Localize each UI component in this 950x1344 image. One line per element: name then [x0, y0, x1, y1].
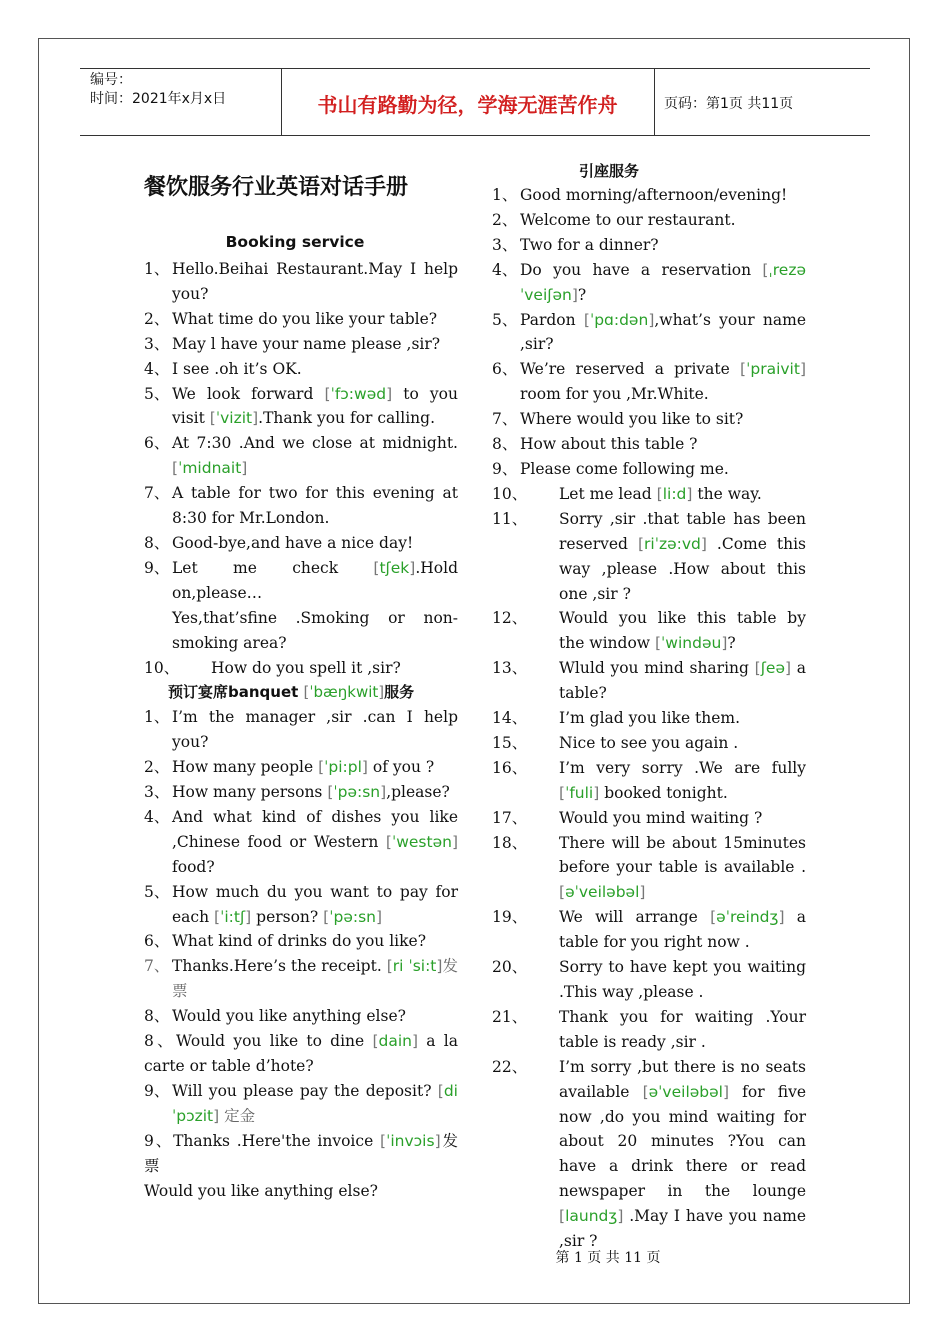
list-item: [492, 905, 806, 955]
phonetic-transcription: [əˈreindʒ]: [710, 908, 785, 927]
list-item: [144, 257, 458, 307]
item-text: Let me check [tʃek].Hold on,please…: [172, 558, 458, 602]
phonetic-transcription: [ˈwindəu]: [654, 634, 728, 653]
item-text: I’m sorry ,but there is no seats available [əˈveiləbəl] for five now ,do you mind waiting for about 20 minutes ?You can have a drink there or read newspaper in the lounge [laundʒ] .May I have you name ,sir ?: [559, 1057, 806, 1251]
header-page-number: 页码：第1页 共11页: [664, 96, 794, 112]
item-number: 1、: [144, 260, 170, 278]
item-text: There will be about 15minutes before your table is available . [əˈveiləbəl]: [559, 833, 806, 902]
item-number: 7、: [492, 410, 518, 429]
phonetic-transcription: [ˈpə:sn]: [323, 907, 383, 926]
list-item: [492, 183, 806, 208]
header-motto: 书山有路勤为径，学海无涯苦作舟: [317, 93, 618, 117]
item-number: 7、: [144, 957, 170, 976]
item-text: I’m very sorry .We are fully [ˈfuli] booked tonight.: [559, 758, 806, 802]
phonetic-transcription: [laundʒ]: [559, 1207, 624, 1226]
list-item: [492, 432, 806, 457]
item-text: Pardon [ˈpɑ:dən],what’s your name ,sir?: [520, 310, 806, 354]
list-item: [492, 831, 806, 906]
item-text: How about this table ?: [520, 435, 698, 454]
list-item: [144, 431, 458, 481]
item-text: Sorry to have kept you waiting .This way ,please .: [559, 958, 806, 1001]
left-column: [144, 257, 458, 1203]
list-item: [492, 208, 806, 233]
item-text: Nice to see you again .: [559, 733, 739, 752]
item-number: 3、: [144, 783, 170, 802]
item-text: Thank you for waiting .Your table is ready ,sir .: [559, 1007, 806, 1051]
item-text: Good morning/afternoon/evening!: [520, 186, 788, 204]
item-number: 4、: [492, 260, 518, 279]
list-item: [144, 880, 458, 930]
item-number: 8、: [492, 435, 518, 454]
phonetic-transcription: [əˈveiləbəl]: [642, 1082, 730, 1101]
item-text: How many people [ˈpi:pl] of you ?: [172, 758, 435, 777]
list-item: [492, 1005, 806, 1055]
item-number: 8、: [144, 1007, 170, 1026]
item-number: 5、: [144, 384, 170, 403]
item-number: 5、: [144, 882, 170, 901]
item-number: 6、: [144, 932, 170, 951]
list-item: [144, 382, 458, 432]
item-number: 9、: [144, 558, 170, 577]
list-item: [144, 556, 458, 606]
list-item: [492, 656, 806, 706]
list-item: [492, 606, 806, 656]
item-number: 5、: [492, 310, 518, 329]
right-column: [492, 183, 806, 1254]
list-item: [492, 1055, 806, 1254]
phonetic-transcription: [ˈwestən]: [385, 832, 458, 851]
list-item: [144, 357, 458, 382]
item-number: 1、: [492, 186, 518, 204]
list-item: [144, 1004, 458, 1029]
list-item: [144, 755, 458, 780]
item-text: What kind of drinks do you like?: [172, 932, 427, 951]
item-number: 12、: [492, 609, 528, 628]
phonetic-transcription: [ˈpraivit]: [740, 360, 806, 379]
seating-list: [492, 183, 806, 1254]
list-item: [492, 955, 806, 1005]
list-item: 9、Thanks .Here'the invoice [ˈinvɔis]发票: [144, 1131, 458, 1175]
item-text: Wluld you mind sharing [ʃeə] a table?: [559, 659, 806, 703]
phonetic-transcription: [ˈfɔ:wəd]: [324, 384, 393, 403]
list-item: [492, 756, 806, 806]
phonetic-transcription: [tʃek]: [373, 558, 416, 577]
list-item: [492, 357, 806, 407]
item-number: 3、: [144, 334, 170, 353]
booking-extra-line: Yes,that’sfine .Smoking or non-smoking area?: [172, 608, 458, 652]
list-item: [144, 307, 458, 332]
phonetic-transcription: [ˌrezəˈveiʃən]: [520, 260, 806, 304]
item-text: I’m glad you like them.: [559, 709, 741, 728]
list-item: [492, 233, 806, 258]
item-text: How do you spell it ,sir?: [211, 658, 401, 677]
item-number: 2、: [144, 309, 170, 328]
item-number: 2、: [144, 758, 170, 777]
banquet-list: [144, 705, 458, 1029]
header-meta: [90, 71, 226, 109]
phonetic-transcription: [li:d]: [656, 484, 693, 503]
item-number: 8、: [144, 533, 170, 552]
item-text: Please come following me.: [520, 459, 729, 478]
list-item: [492, 482, 806, 507]
item-text: Where would you like to sit?: [520, 410, 744, 429]
item-number: 11、: [492, 509, 528, 528]
item-number: 1、: [144, 708, 170, 727]
item-text: We’re reserved a private [ˈpraivit] room for you ,Mr.White.: [520, 360, 806, 404]
item-number: 3、: [492, 235, 518, 254]
item-number: 14、: [492, 709, 528, 728]
list-item: [144, 656, 458, 681]
item-text: Would you like this table by the window [ˈwindəu]?: [559, 609, 806, 653]
item-text: How much du you want to pay for each [ˈi:tʃ] person? [ˈpə:sn]: [172, 882, 458, 926]
item-number: 7、: [144, 484, 170, 503]
item-text: I see .oh it’s OK.: [172, 359, 302, 378]
item-number: 19、: [492, 908, 528, 927]
item-text: May l have your name please ,sir?: [172, 334, 441, 353]
item-number: 22、: [492, 1057, 528, 1076]
list-item: [144, 332, 458, 357]
item-number: 2、: [492, 210, 518, 229]
item-text: And what kind of dishes you like ,Chinese food or Western [ˈwestən] food?: [172, 807, 458, 876]
banquet-heading: 预订宴席banquet [ˈbæŋkwit]服务: [168, 683, 415, 702]
item-text: We will arrange [əˈreindʒ] a table for you right now .: [559, 908, 806, 952]
page-footer: 第 1 页 共 11 页: [555, 1250, 661, 1266]
item-text: A table for two for this evening at 8:30 for Mr.London.: [172, 484, 458, 528]
list-item: [492, 457, 806, 482]
list-item: 9、 Will you please pay the deposit? [diˈpɔzit] 定金: [144, 1081, 458, 1125]
item-number: 20、: [492, 958, 528, 977]
phonetic-transcription: [ˈvizit]: [209, 409, 259, 428]
document-header: [80, 68, 870, 136]
item-text: What time do you like your table?: [172, 309, 438, 328]
list-item: [144, 954, 458, 1004]
list-item: [492, 731, 806, 756]
item-number: 18、: [492, 833, 528, 852]
phonetic-transcription: [ˈmidnait]: [172, 459, 248, 478]
booking-list: [144, 257, 458, 606]
document-title: 餐饮服务行业英语对话手册: [144, 175, 409, 200]
item-number: 6、: [492, 360, 518, 379]
booking-heading: Booking service: [225, 233, 365, 251]
time-label: 时间：2021年x月x日: [90, 91, 227, 107]
item-text: Thanks.Here’s the receipt. [ri ˈsi:t]发票: [172, 957, 458, 1001]
list-item: [492, 407, 806, 432]
item-number: 10、: [492, 484, 528, 503]
item-number: 17、: [492, 808, 528, 827]
list-item: [144, 929, 458, 954]
phonetic-transcription: [ʃeə]: [754, 659, 792, 678]
item-number: 21、: [492, 1007, 528, 1026]
item-text: I’m the manager ,sir .can I help you?: [172, 708, 458, 752]
list-item: [144, 705, 458, 755]
phonetic-transcription: [əˈveiləbəl]: [559, 883, 646, 902]
list-item: [492, 258, 806, 308]
item-text: Sorry ,sir .that table has been reserved [riˈzə:vd] .Come this way ,please .How about this one ,sir ?: [559, 509, 806, 603]
phonetic-transcription: [ˈfuli]: [559, 783, 600, 802]
phonetic-transcription: [riˈzə:vd]: [637, 534, 707, 553]
item-number: 13、: [492, 659, 528, 678]
item-number: 4、: [144, 807, 170, 826]
phonetic-transcription: [ˈpə:sn]: [327, 783, 387, 802]
item-text: Welcome to our restaurant.: [520, 210, 736, 229]
list-item: [492, 308, 806, 358]
item-text: Two for a dinner?: [520, 235, 659, 254]
item-number: 16、: [492, 758, 528, 777]
item-text: Would you mind waiting ?: [559, 808, 763, 827]
item-number: 10、: [144, 658, 180, 677]
item-text: Hello.Beihai Restaurant.May I help you?: [172, 260, 458, 303]
list-item: [144, 481, 458, 531]
list-item: [144, 780, 458, 805]
item-number: 15、: [492, 733, 528, 752]
code-label: 编号：: [90, 72, 132, 88]
item-number: 9、: [492, 459, 518, 478]
phonetic-transcription: [ˈpi:pl]: [318, 758, 368, 777]
phonetic-transcription: [ˈi:tʃ]: [214, 907, 252, 926]
item-number: 4、: [144, 359, 170, 378]
item-text: How many persons [ˈpə:sn],please?: [172, 783, 450, 802]
item-text: Do you have a reservation [ˌrezəˈveiʃən]?: [520, 260, 806, 304]
item-text: Would you like anything else?: [172, 1007, 406, 1026]
item-text: We look forward [ˈfɔ:wəd] to you visit [ˈvizit].Thank you for calling.: [172, 384, 458, 428]
list-item: 8、Would you like to dine [dain] a la carte or table d’hote?: [144, 1032, 458, 1075]
list-item: [144, 531, 458, 556]
phonetic-transcription: [ri ˈsi:t]: [386, 957, 443, 976]
list-item: [492, 507, 806, 607]
list-item: [144, 805, 458, 880]
list-item: [492, 806, 806, 831]
item-text: At 7:30 .And we close at midnight. [ˈmidnait]: [172, 434, 458, 478]
list-item: [492, 706, 806, 731]
item-text: Let me lead [li:d] the way.: [559, 484, 762, 503]
banquet-last-line: Would you like anything else?: [144, 1181, 378, 1200]
item-text: Good-bye,and have a nice day!: [172, 533, 414, 552]
phonetic-transcription: [ˈpɑ:dən]: [583, 310, 655, 329]
seating-heading: 引座服务: [578, 162, 639, 180]
item-number: 6、: [144, 434, 170, 453]
